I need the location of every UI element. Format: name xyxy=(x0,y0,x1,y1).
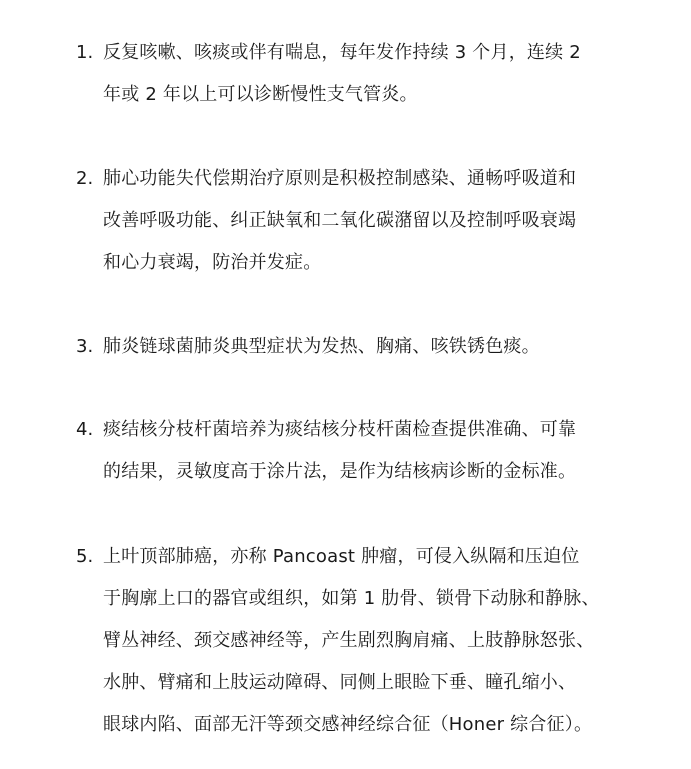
list-item-text: 痰结核分枝杆菌培养为痰结核分枝杆菌检查提供准确、可靠 的结果，灵敏度高于涂片法，是作为结核病诊断的金标准。 xyxy=(103,419,577,482)
list-item-text: 上叶顶部肺癌，亦称 Pancoast 肿瘤，可侵入纵隔和压迫位 于胸廓上口的器官或组织，如第 1 肋骨、锁骨下动脉和静脉、 臂丛神经、颈交感神经等，产生剧烈胸肩痛、上肢静脉怒张、 水肿、臂痛和上肢运动障碍、同侧上眼睑下垂、瞳孔缩小、 眼球内陷、面部无汗等颈交感神经综合征（Honer 综合征）。 xyxy=(103,546,600,735)
list-item-number: 1. xyxy=(76,42,94,63)
list-item-text: 肺炎链球菌肺炎典型症状为发热、胸痛、咳铁锈色痰。 xyxy=(103,336,540,357)
list-item-number: 2. xyxy=(76,168,94,189)
list-item-text: 肺心功能失代偿期治疗原则是积极控制感染、通畅呼吸道和 改善呼吸功能、纠正缺氧和二氧化碳潴留以及控制呼吸衰竭 和心力衰竭，防治并发症。 xyxy=(103,168,577,273)
list-item-number: 5. xyxy=(76,546,94,567)
list-item-number: 3. xyxy=(76,336,94,357)
list-item-number: 4. xyxy=(76,419,94,440)
list-item-text: 反复咳嗽、咳痰或伴有喘息，每年发作持续 3 个月，连续 2 年或 2 年以上可以诊断慢性支气管炎。 xyxy=(103,42,581,105)
